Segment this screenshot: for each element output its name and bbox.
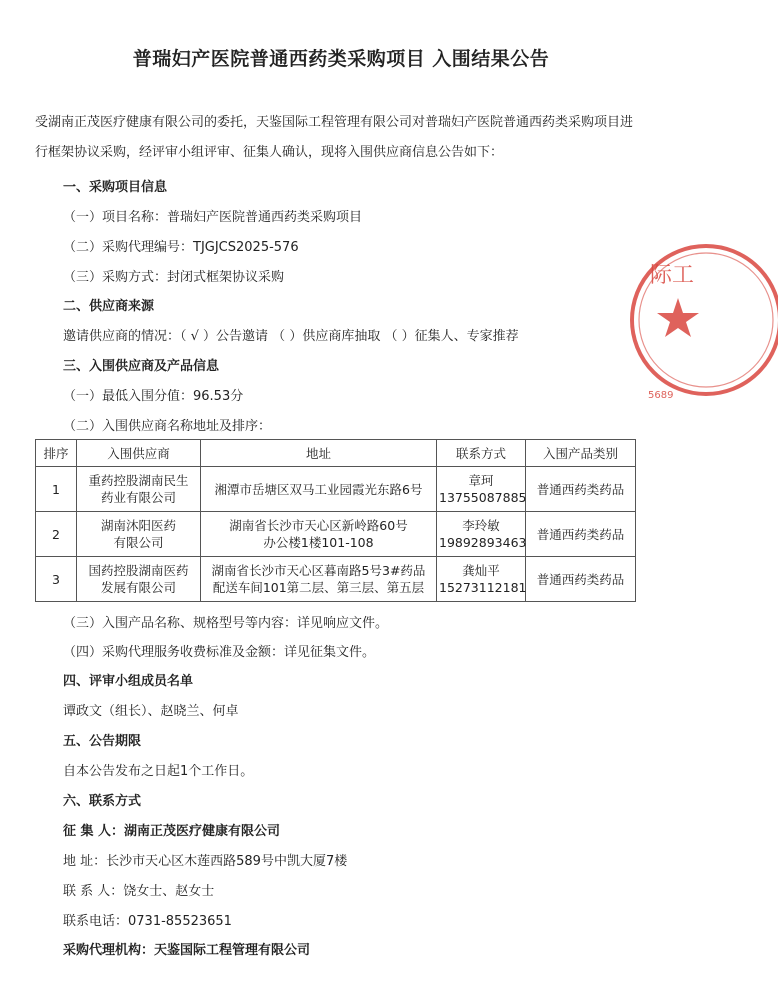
agency-fee: （四）采购代理服务收费标准及金额：详见征集文件。 (63, 645, 376, 660)
review-members: 谭政文（组长）、赵晓兰、何卓 (63, 704, 239, 719)
supplier-line: 有限公司 (113, 535, 164, 550)
supplier-line: 国药控股湖南医药 (88, 563, 189, 578)
category-cell: 普通西药类药品 (526, 557, 636, 602)
company-seal-icon (628, 238, 778, 408)
section3-heading: 三、入围供应商及产品信息 (63, 359, 220, 374)
address-line: 办公楼1楼101-108 (263, 535, 374, 550)
rank-cell: 3 (36, 557, 77, 602)
header-supplier: 入围供应商 (77, 440, 201, 467)
header-contact: 联系方式 (437, 440, 526, 467)
supplier-line: 湖南沐阳医药 (100, 518, 176, 533)
supplier-source-text: 邀请供应商的情况：（ √ ）公告邀请 （ ）供应商库抽取 （ ）征集人、专家推荐 (63, 329, 519, 344)
address-cell (201, 467, 437, 512)
address-cell (201, 557, 437, 602)
address-line: 湘潭市岳塘区双马工业园霞光东路6号 (214, 481, 423, 497)
procurement-method: （三）采购方式：封闭式框架协议采购 (63, 270, 285, 285)
contact-phone: 联系电话：0731-85523651 (63, 914, 232, 929)
address-line: 湖南省长沙市天心区暮南路5号3#药品 (211, 563, 426, 578)
collector: 征 集 人：湖南正茂医疗健康有限公司 (63, 824, 281, 839)
supplier-cell (77, 467, 201, 512)
supplier-cell (77, 557, 201, 602)
table-row (36, 512, 636, 557)
contact-cell (437, 467, 526, 512)
address: 地 址：长沙市天心区木莲西路589号中凯大厦7楼 (63, 854, 348, 869)
page-title: 普瑞妇产医院普通西药类采购项目 入围结果公告 (132, 48, 550, 70)
contact-name: 李玲敏 (462, 518, 500, 533)
table-header-row (36, 440, 636, 467)
header-address: 地址 (201, 440, 437, 467)
min-score: （一）最低入围分值：96.53分 (63, 389, 244, 404)
section5-heading: 五、公告期限 (63, 734, 142, 749)
contact-phone: 13755087885 (439, 490, 527, 505)
seal-text-bottom: 5689 (648, 390, 674, 401)
section1-heading: 一、采购项目信息 (63, 180, 168, 195)
address-line: 湖南省长沙市天心区新岭路60号 (229, 518, 408, 533)
address-cell (201, 512, 437, 557)
supplier-cell (77, 512, 201, 557)
notice-period: 自本公告发布之日起1个工作日。 (63, 764, 254, 779)
supplier-line: 药业有限公司 (100, 490, 176, 505)
table-row (36, 557, 636, 602)
supplier-list-title: （二）入围供应商名称地址及排序： (63, 419, 272, 434)
contact-name: 龚灿平 (462, 563, 500, 578)
header-rank: 排序 (36, 440, 77, 467)
supplier-table (35, 439, 636, 602)
contact-cell (437, 557, 526, 602)
seal-text-top: 际工 (650, 263, 695, 288)
section4-heading: 四、评审小组成员名单 (63, 674, 194, 689)
supplier-line: 发展有限公司 (100, 580, 176, 595)
intro-paragraph: 受湖南正茂医疗健康有限公司的委托，天鉴国际工程管理有限公司对普瑞妇产医院普通西药类采购项目进行框架协议采购，经评审小组评审、征集人确认，现将入围供应商信息公告如下： (35, 115, 634, 160)
supplier-line: 重药控股湖南民生 (88, 473, 189, 488)
header-category: 入围产品类别 (526, 440, 636, 467)
rank-cell: 2 (36, 512, 77, 557)
procurement-agency: 采购代理机构：天鉴国际工程管理有限公司 (63, 943, 311, 958)
project-code: （二）采购代理编号：TJGJCS2025-576 (63, 240, 299, 255)
section6-heading: 六、联系方式 (63, 794, 142, 809)
rank-cell: 1 (36, 467, 77, 512)
contact-phone: 15273112181 (439, 580, 527, 595)
contact-person: 联 系 人：饶女士、赵女士 (63, 884, 215, 899)
table-row (36, 467, 636, 512)
product-content: （三）入围产品名称、规格型号等内容：详见响应文件。 (63, 616, 389, 631)
category-cell: 普通西药类药品 (526, 467, 636, 512)
category-cell: 普通西药类药品 (526, 512, 636, 557)
address-line: 配送车间101第二层、第三层、第五层 (212, 580, 425, 595)
section2-heading: 二、供应商来源 (63, 299, 155, 314)
contact-phone: 19892893463 (439, 535, 527, 550)
contact-cell (437, 512, 526, 557)
contact-name: 章珂 (468, 473, 494, 488)
project-name: （一）项目名称：普瑞妇产医院普通西药类采购项目 (63, 210, 363, 225)
